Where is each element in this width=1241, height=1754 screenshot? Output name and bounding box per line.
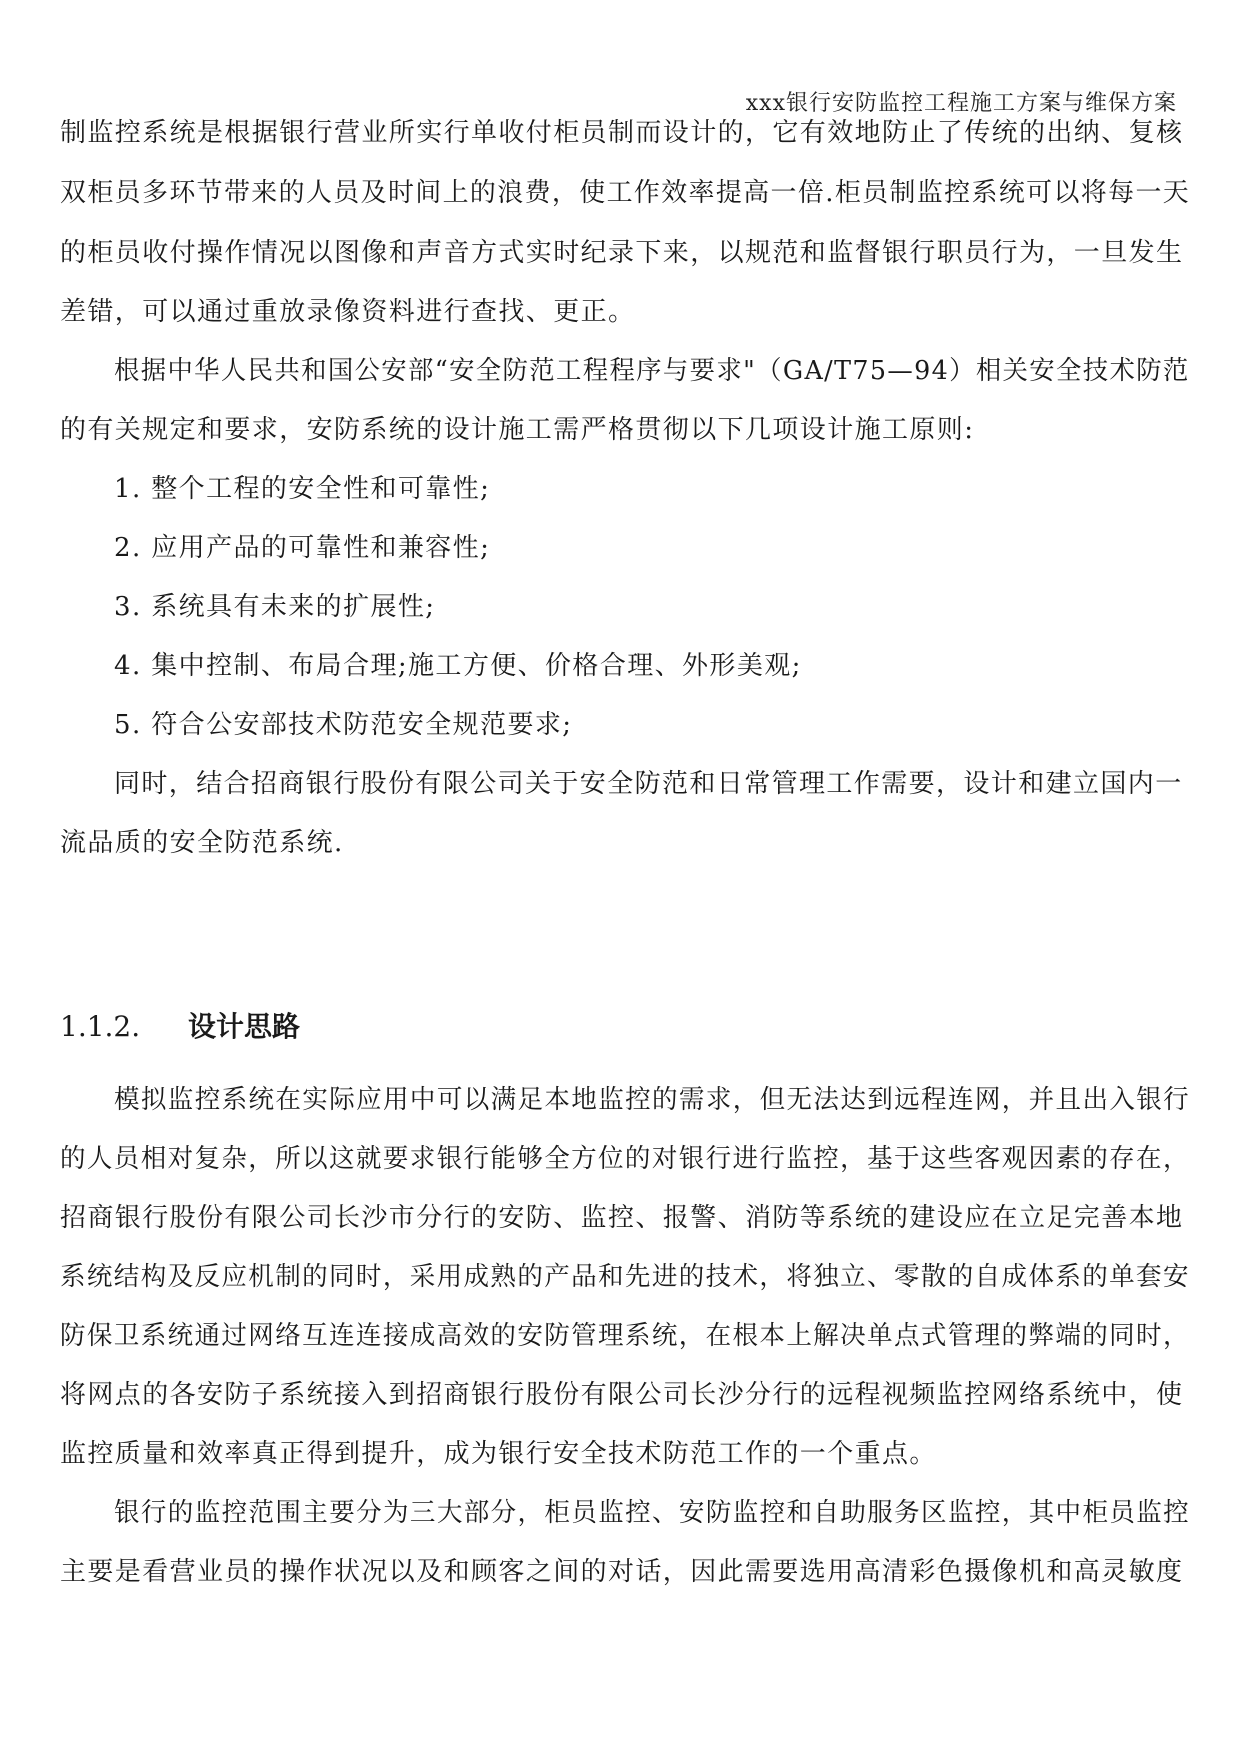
paragraph-line: 监控质量和效率真正得到提升，成为银行安全技术防范工作的一个重点。 (60, 1439, 937, 1469)
paragraph-line: 系统结构及反应机制的同时，采用成熟的产品和先进的技术，将独立、零散的自成体系的单套安 (60, 1262, 1190, 1292)
paragraph-line: 模拟监控系统在实际应用中可以满足本地监控的需求，但无法达到远程连网，并且出入银行 (114, 1085, 1191, 1115)
paragraph-line: 招商银行股份有限公司长沙市分行的安防、监控、报警、消防等系统的建设应在立足完善本地 (60, 1203, 1184, 1233)
paragraph-line: 的有关规定和要求，安防系统的设计施工需严格贯彻以下几项设计施工原则: (60, 415, 975, 445)
paragraph-line: 根据中华人民共和国公安部“安全防范工程程序与要求"（GA/T75—94）相关安全技术防范 (114, 356, 1190, 386)
section-number: 1.1.2. (60, 1010, 141, 1043)
section-title: 设计思路 (188, 1010, 301, 1043)
paragraph-line: 制监控系统是根据银行营业所实行单收付柜员制而设计的，它有效地防止了传统的出纳、复核 (60, 118, 1184, 148)
paragraph-line: 将网点的各安防子系统接入到招商银行股份有限公司长沙分行的远程视频监控网络系统中，使 (60, 1380, 1184, 1410)
list-item: 1. 整个工程的安全性和可靠性; (114, 474, 491, 504)
list-item: 3. 系统具有未来的扩展性; (114, 592, 436, 622)
section-heading (60, 1005, 300, 1045)
paragraph-line: 的人员相对复杂，所以这就要求银行能够全方位的对银行进行监控，基于这些客观因素的存在， (60, 1144, 1190, 1174)
paragraph-line: 同时，结合招商银行股份有限公司关于安全防范和日常管理工作需要，设计和建立国内一 (114, 769, 1183, 799)
paragraph-line: 银行的监控范围主要分为三大部分，柜员监控、安防监控和自助服务区监控，其中柜员监控 (114, 1498, 1191, 1528)
paragraph-line: 防保卫系统通过网络互连连接成高效的安防管理系统，在根本上解决单点式管理的弊端的同时， (60, 1321, 1190, 1351)
running-header: xxx银行安防监控工程施工方案与维保方案 (745, 91, 1177, 116)
paragraph-line: 主要是看营业员的操作状况以及和顾客之间的对话，因此需要选用高清彩色摄像机和高灵敏度 (60, 1557, 1184, 1587)
paragraph-line: 差错，可以通过重放录像资料进行查找、更正。 (60, 297, 636, 327)
list-item: 4. 集中控制、布局合理;施工方便、价格合理、外形美观; (114, 651, 802, 681)
paragraph-line: 的柜员收付操作情况以图像和声音方式实时纪录下来，以规范和监督银行职员行为，一旦发生 (60, 238, 1184, 268)
list-item: 5. 符合公安部技术防范安全规范要求; (114, 710, 573, 740)
list-item: 2. 应用产品的可靠性和兼容性; (114, 533, 491, 563)
paragraph-line: 双柜员多环节带来的人员及时间上的浪费，使工作效率提高一倍.柜员制监控系统可以将每一天 (60, 178, 1191, 208)
paragraph-line: 流品质的安全防范系统. (60, 828, 344, 858)
